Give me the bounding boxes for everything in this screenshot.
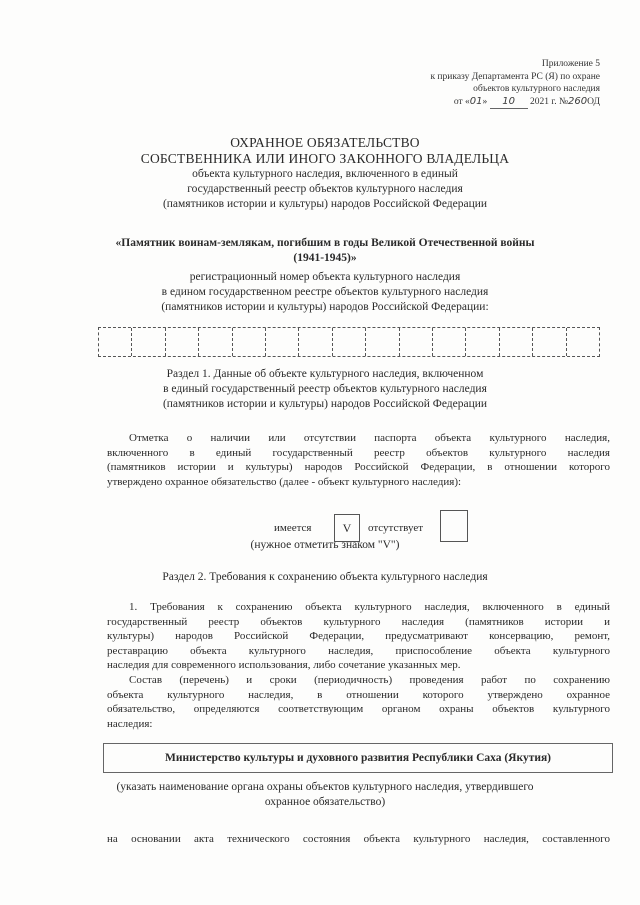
- appendix-title: Приложение 5: [541, 59, 600, 69]
- title-line-2: СОБСТВЕННИКА ИЛИ ИНОГО ЗАКОННОГО ВЛАДЕЛЬЦА: [140, 151, 510, 166]
- section-1-line-2: в единый государственный реестр объектов культурного наследия: [163, 383, 487, 395]
- registration-number-cell[interactable]: [132, 328, 165, 356]
- registration-caption: [60, 270, 590, 315]
- works-line-4: наследия:: [107, 717, 153, 730]
- registration-line-3: (памятников истории и культуры) народов Российской Федерации:: [161, 301, 489, 313]
- protection-organ-field[interactable]: Министерство культуры и духовного развития Республики Саха (Якутия): [103, 743, 613, 773]
- works-line-2: объекта культурного наследия, в отношении которого утверждено охранное: [107, 688, 610, 701]
- appendix-order-date: от «01» 10 2021 г. №260ОД: [340, 96, 600, 110]
- registration-number-cell[interactable]: [567, 328, 599, 356]
- handwritten-day: 01: [469, 95, 483, 107]
- object-name: [40, 236, 610, 266]
- object-name-line-2: (1941-1945)»: [293, 252, 357, 264]
- appendix-order-ref: к приказу Департамента РС (Я) по охране: [430, 71, 600, 82]
- works-paragraph: [107, 673, 610, 731]
- registration-number-cell[interactable]: [466, 328, 499, 356]
- passport-paragraph: [107, 431, 610, 489]
- req-line-4: реставрацию объекта культурного наследия, приспособление объекта культурного: [107, 644, 610, 657]
- appendix-reference: [340, 58, 600, 109]
- basis-line-1: на основании акта технического состояния объекта культурного наследия, составленного: [107, 833, 610, 845]
- passport-line-1: Отметка о наличии или отсутствии паспорта объекта культурного наследия,: [129, 432, 610, 444]
- registration-number-cell[interactable]: [233, 328, 266, 356]
- registration-number-cell[interactable]: [366, 328, 399, 356]
- section-1-line-1: Раздел 1. Данные об объекте культурного наследия, включенном: [166, 368, 484, 380]
- req-line-2: государственный реестр объектов культурного наследия (памятников истории и: [107, 615, 610, 628]
- registration-number-cell[interactable]: [500, 328, 533, 356]
- registration-line-1: регистрационный номер объекта культурного наследия: [189, 271, 461, 283]
- subtitle-line-3: (памятников истории и культуры) народов Российской Федерации: [162, 198, 488, 210]
- registration-number-cell[interactable]: [433, 328, 466, 356]
- req-line-5: наследия для современного использования, либо сочетание указанных мер.: [107, 659, 461, 671]
- section-1-line-3: (памятников истории и культуры) народов Российской Федерации: [162, 398, 488, 410]
- title-line-1: ОХРАННОЕ ОБЯЗАТЕЛЬСТВО: [230, 135, 420, 150]
- registration-line-2: в едином государственном реестре объектов культурного наследия: [161, 286, 489, 298]
- passport-has-checkbox[interactable]: V: [334, 514, 360, 542]
- passport-line-2: включенного в единый государственный реестр объектов культурного наследия: [107, 446, 610, 459]
- works-line-1: Состав (перечень) и сроки (периодичность) проведения работ по сохранению: [129, 674, 610, 686]
- registration-number-cell[interactable]: [99, 328, 132, 356]
- registration-number-cell[interactable]: [533, 328, 566, 356]
- requirements-paragraph: [107, 600, 610, 673]
- req-line-1: 1. Требования к сохранению объекта культурного наследия, включенного в единый: [129, 601, 610, 613]
- appendix-order-ref-cont: объектов культурного наследия: [473, 84, 600, 94]
- registration-number-cell[interactable]: [166, 328, 199, 356]
- section-2-heading: Раздел 2. Требования к сохранению объекта культурного наследия: [162, 571, 488, 583]
- registration-number-cell[interactable]: [400, 328, 433, 356]
- handwritten-month: 10: [490, 96, 528, 110]
- registration-number-cell[interactable]: [333, 328, 366, 356]
- basis-paragraph: [107, 832, 610, 847]
- section-1-heading: [60, 367, 590, 412]
- protection-organ-hint: (указать наименование органа охраны объектов культурного наследия, утвердившего охранное обязательство): [116, 781, 534, 808]
- subtitle-line-2: государственный реестр объектов культурного наследия: [187, 183, 463, 195]
- passport-line-4: утверждено охранное обязательство (далее - объект культурного наследия):: [107, 475, 462, 488]
- passport-check-hint: (нужное отметить знаком "V"): [250, 539, 400, 551]
- passport-has-label: имеется: [274, 522, 312, 534]
- req-line-3: культуры) народов Российской Федерации, предусматривают консервацию, ремонт,: [107, 630, 610, 642]
- works-line-3: обязательство, определяются соответствующим органом охраны объектов культурного: [107, 703, 610, 715]
- document-title: [60, 135, 590, 212]
- passport-line-3: (памятников истории и культуры) народов Российской Федерации, в отношении которого: [107, 461, 610, 473]
- registration-number-cell[interactable]: [299, 328, 332, 356]
- registration-number-grid[interactable]: [98, 327, 600, 357]
- object-name-line-1: «Памятник воинам-землякам, погибшим в годы Великой Отечественной войны: [115, 237, 535, 249]
- passport-absent-label: отсутствует: [368, 522, 424, 534]
- handwritten-number: 260: [568, 95, 588, 107]
- registration-number-cell[interactable]: [199, 328, 232, 356]
- registration-number-cell[interactable]: [266, 328, 299, 356]
- subtitle-line-1: объекта культурного наследия, включенного в единый: [192, 168, 458, 180]
